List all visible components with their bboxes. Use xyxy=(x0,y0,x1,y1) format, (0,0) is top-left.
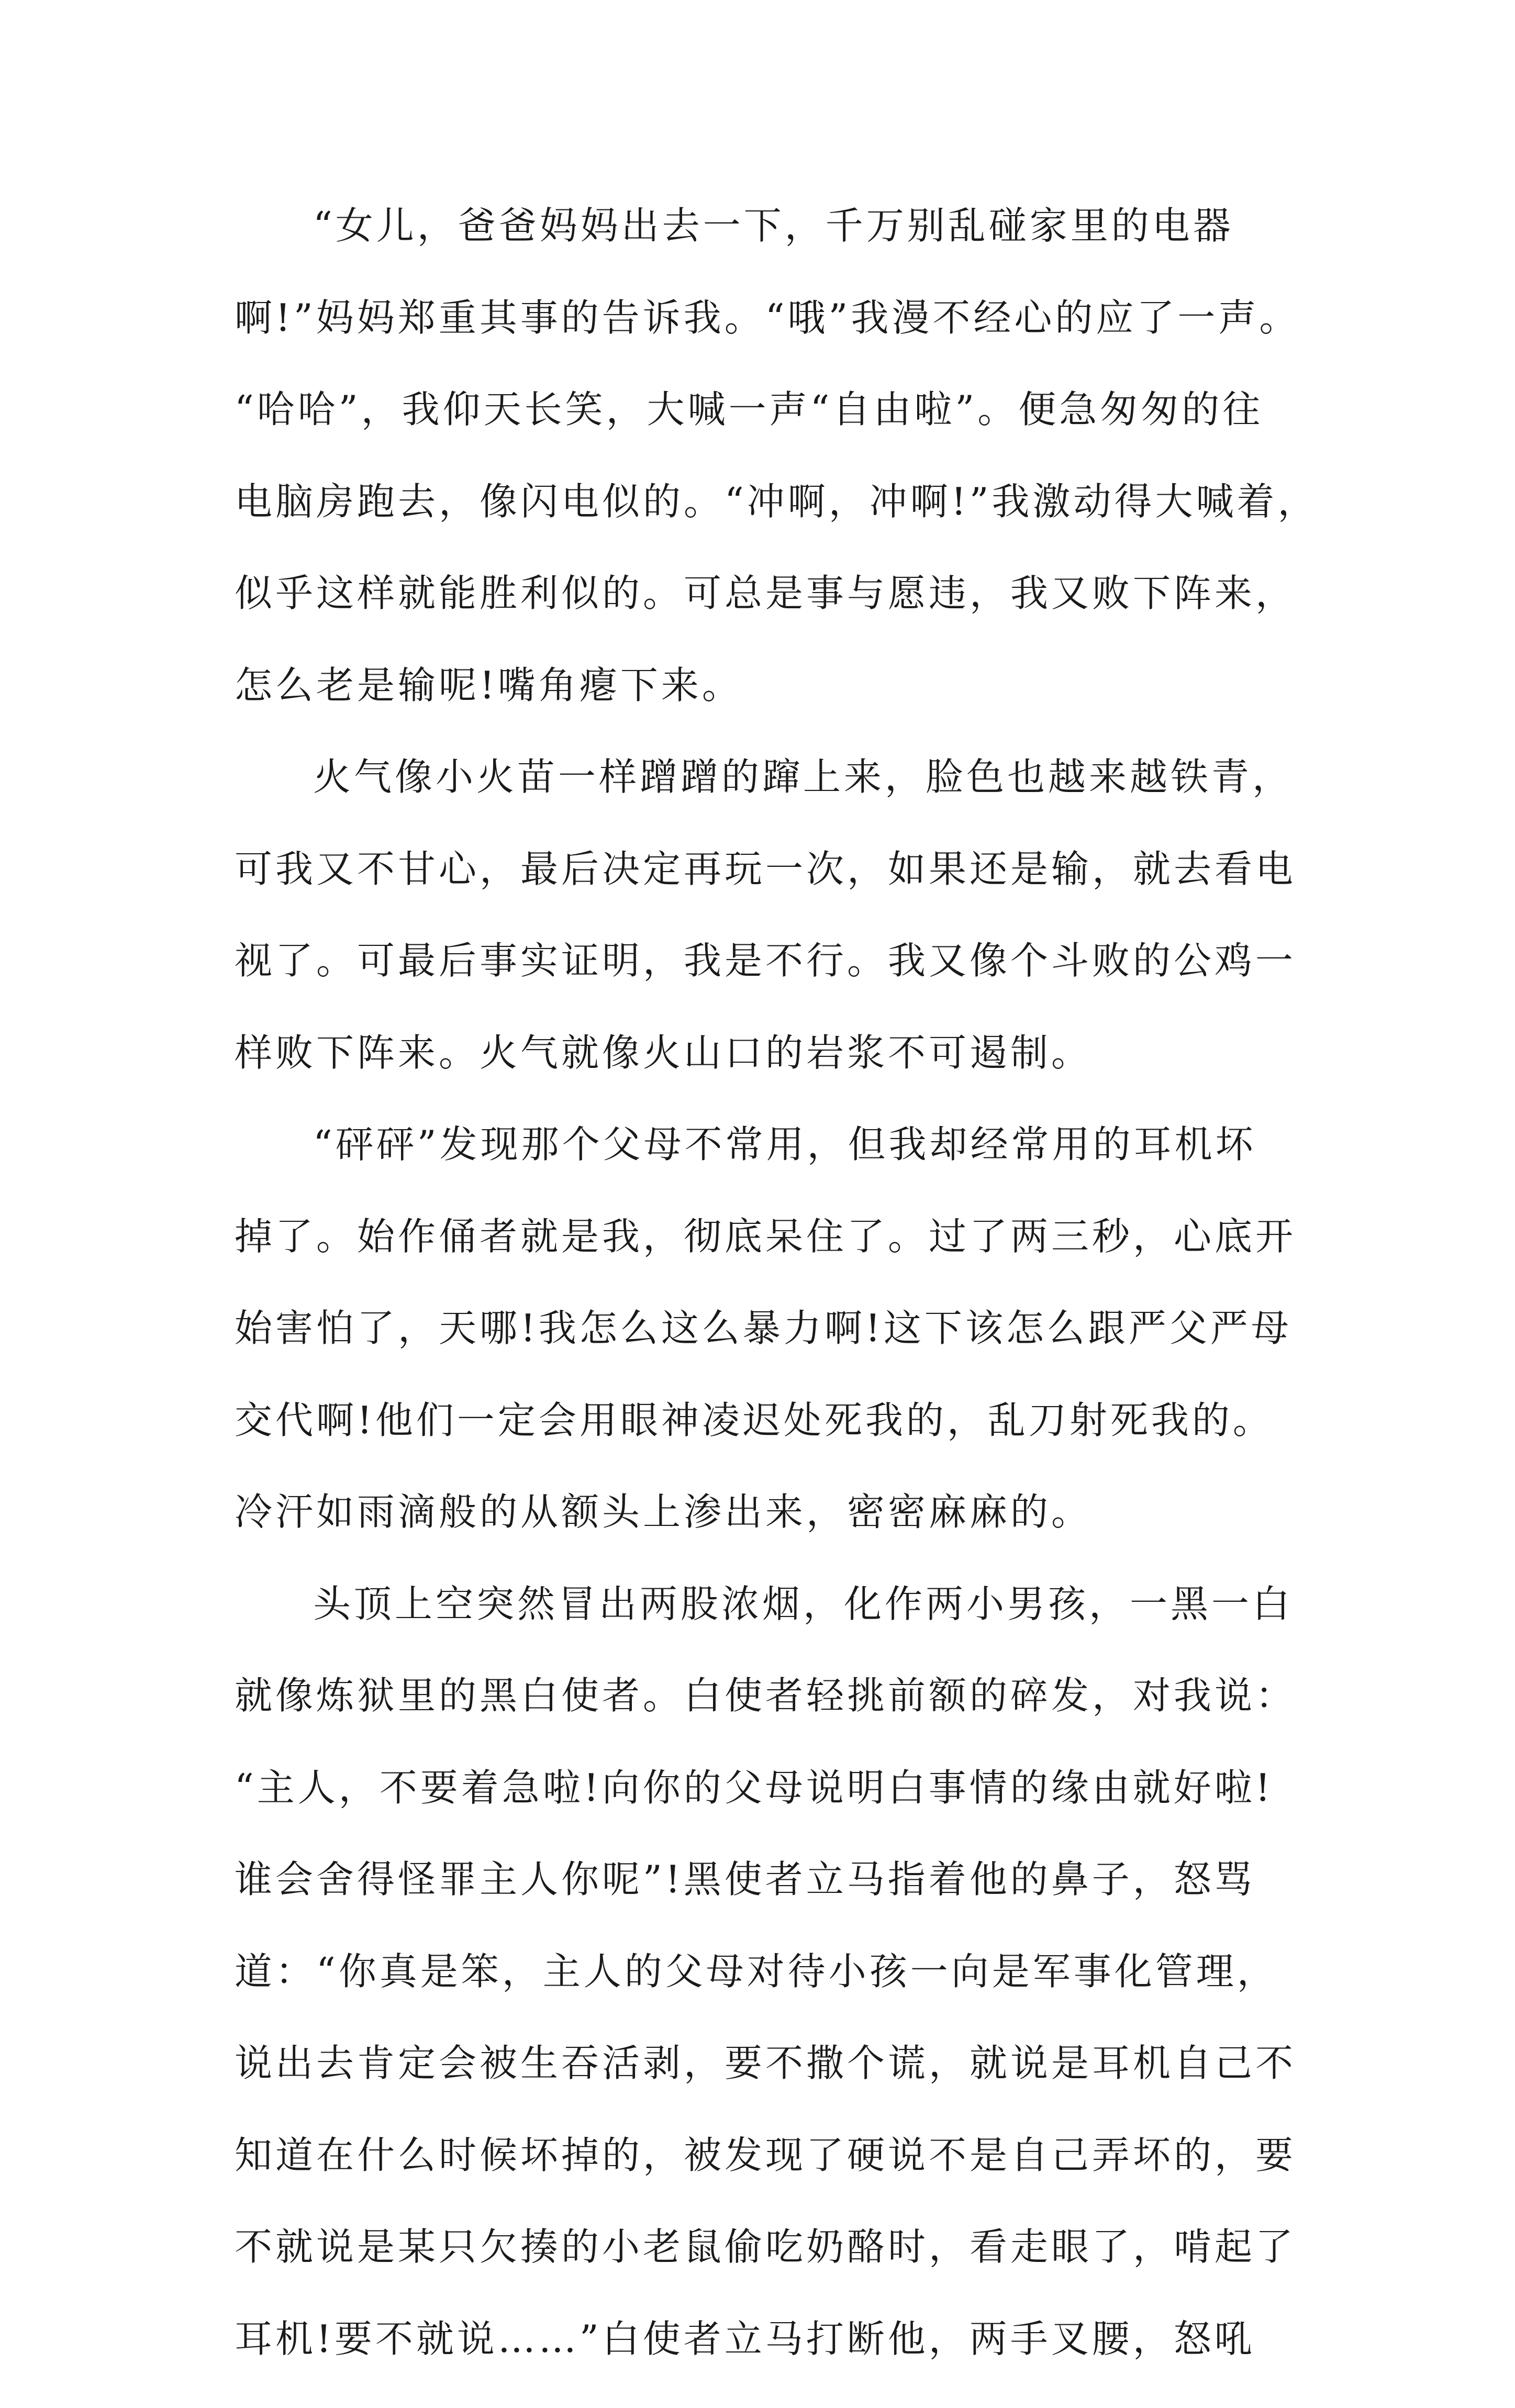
text-line: 样败下阵来。火气就像火山口的岩浆不可遏制。 xyxy=(235,1030,1093,1075)
paragraph-first-line: 头顶上空突然冒出两股浓烟，化作两小男孩，一黑一白 xyxy=(313,1581,1294,1626)
paragraph-first-line: “砰砰”发现那个父母不常用，但我却经常用的耳机坏 xyxy=(313,1122,1256,1166)
text-line: 啊!”妈妈郑重其事的告诉我。“哦”我漫不经心的应了一声。 xyxy=(235,295,1300,340)
text-line: 就像炼狱里的黑白使者。白使者轻挑前额的碎发，对我说： xyxy=(235,1674,1297,1718)
text-line: 视了。可最后事实证明，我是不行。我又像个斗败的公鸡一 xyxy=(235,939,1297,983)
text-line: 怎么老是输呢!嘴角瘪下来。 xyxy=(235,663,743,707)
text-line: 交代啊!他们一定会用眼神凌迟处死我的，乱刀射死我的。 xyxy=(235,1398,1274,1442)
text-line: 不就说是某只欠揍的小老鼠偷吃奶酪时，看走眼了，啃起了 xyxy=(235,2225,1297,2269)
text-line: 耳机!要不就说……”白使者立马打断他，两手叉腰，怒吼 xyxy=(235,2316,1255,2361)
text-line: 电脑房跑去，像闪电似的。“冲啊，冲啊!”我激动得大喊着， xyxy=(235,479,1319,523)
text-line: 可我又不甘心，最后决定再玩一次，如果还是输，就去看电 xyxy=(235,846,1297,891)
text-line: 冷汗如雨滴般的从额头上渗出来，密密麻麻的。 xyxy=(235,1490,1093,1534)
text-line: 掉了。始作俑者就是我，彻底呆住了。过了两三秒，心底开 xyxy=(235,1214,1297,1258)
text-line: 说出去肯定会被生吞活剥，要不撒个谎，就说是耳机自己不 xyxy=(235,2041,1297,2085)
text-line: 谁会舍得怪罪主人你呢”!黑使者立马指着他的鼻子，怒骂 xyxy=(235,1857,1255,1901)
paragraph-first-line: 火气像小火苗一样蹭蹭的蹿上来，脸色也越来越铁青， xyxy=(313,755,1294,799)
text-line: 始害怕了，天哪!我怎么这么暴力啊!这下该怎么跟严父严母 xyxy=(235,1306,1292,1350)
paragraph-first-line: “女儿，爸爸妈妈出去一下，千万别乱碰家里的电器 xyxy=(313,204,1234,248)
text-line: 道：“你真是笨，主人的父母对待小孩一向是军事化管理， xyxy=(235,1949,1278,1993)
text-line: “哈哈”，我仰天长笑，大喊一声“自由啦”。便急匆匆的往 xyxy=(235,387,1264,431)
text-line: 似乎这样就能胜利似的。可总是事与愿违，我又败下阵来， xyxy=(235,571,1297,615)
body-text xyxy=(235,203,1319,2408)
text-line: “主人，不要着急啦!向你的父母说明白事情的缘由就好啦! xyxy=(235,1765,1274,1810)
text-line: 知道在什么时候坏掉的，被发现了硬说不是自己弄坏的，要 xyxy=(235,2133,1297,2177)
